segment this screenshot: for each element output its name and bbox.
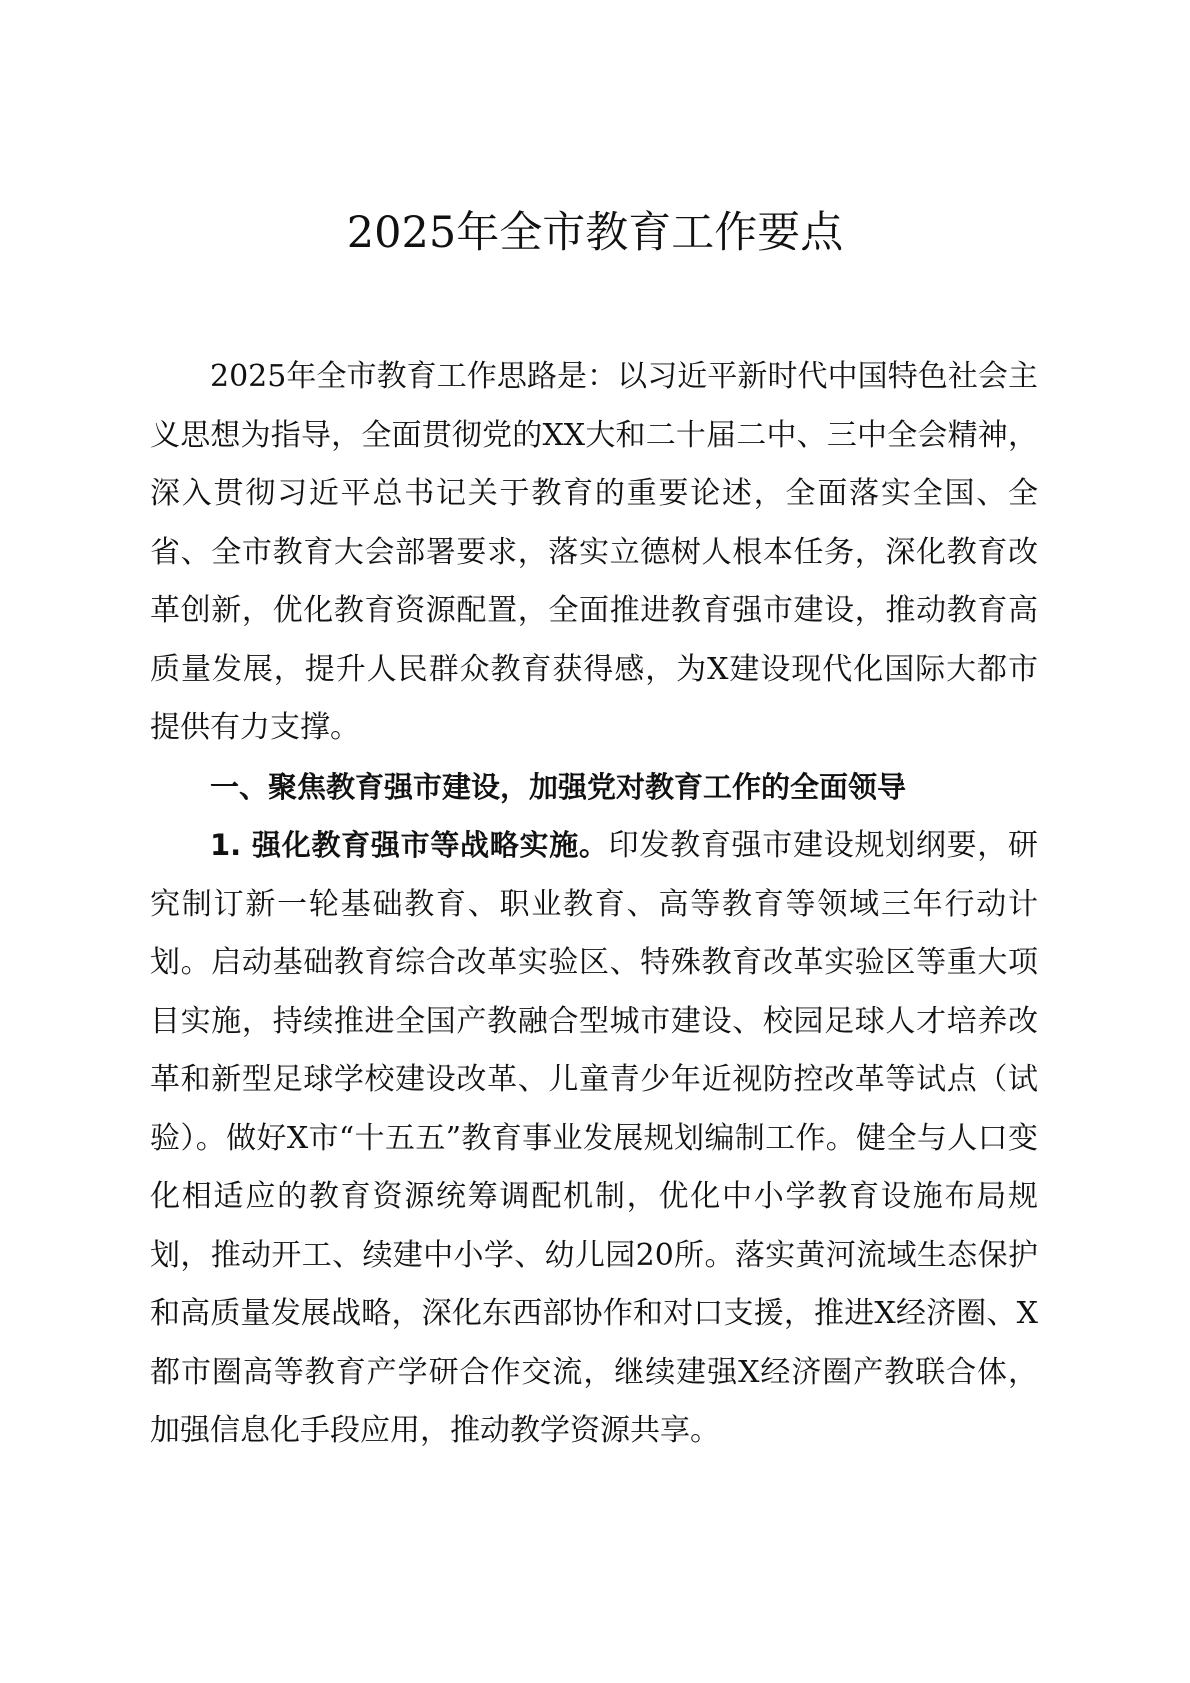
document-body (150, 348, 1038, 1461)
item-lead: 1. 强化教育强市等战略实施。 (210, 828, 609, 862)
item-body: 印发教育强市建设规划纲要，研究制订新一轮基础教育、职业教育、高等教育等领域三年行动计划。启动基础教育综合改革实验区、特殊教育改革实验区等重大项目实施，持续推进全国产教融合型城市建设、校园足球人才培养改革和新型足球学校建设改革、儿童青少年近视防控改革等试点（试验）。做好X市“十五五”教育事业发展规划编制工作。健全与人口变化相适应的教育资源统筹调配机制，优化中小学教育设施布局规划，推动开工、续建中小学、幼儿园20所。落实黄河流域生态保护和高质量发展战略，深化东西部协作和对口支援，推进X经济圈、X都市圈高等教育产学研合作交流，继续建强X经济圈产教联合体，加强信息化手段应用，推动教学资源共享。 (150, 828, 1039, 1448)
document-title: 2025年全市教育工作要点 (346, 208, 844, 258)
intro-paragraph: 2025年全市教育工作思路是：以习近平新时代中国特色社会主义思想为指导，全面贯彻党的XX大和二十届二中、三中全会精神，深入贯彻习近平总书记关于教育的重要论述，全面落实全国、全省、全市教育大会部署要求，落实立德树人根本任务，深化教育改革创新，优化教育资源配置，全面推进教育强市建设，推动教育高质量发展，提升人民群众教育获得感，为X建设现代化国际大都市提供有力支撑。 (150, 359, 1038, 745)
section-heading: 一、聚焦教育强市建设，加强党对教育工作的全面领导 (210, 769, 907, 804)
item-paragraph (150, 816, 1038, 1461)
